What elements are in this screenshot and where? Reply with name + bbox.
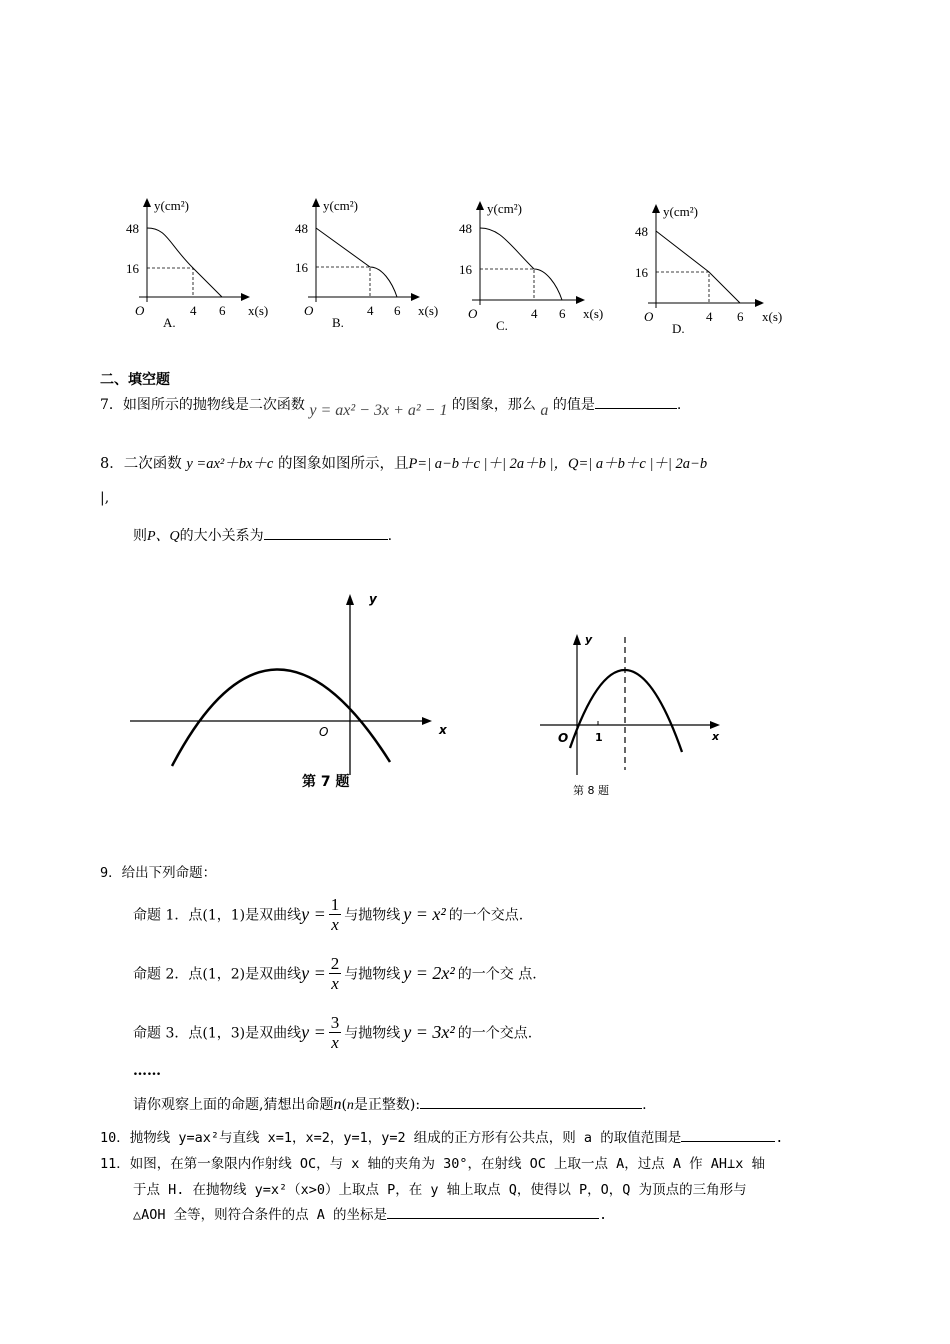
x-label: x xyxy=(712,730,720,743)
prop-text-mid: 与抛物线 xyxy=(344,907,401,924)
q7-var: a xyxy=(540,402,549,419)
origin-label: O xyxy=(558,731,569,745)
q8-period: . xyxy=(387,528,393,544)
prop-text: 命题 3．点(1，3)是双曲线 xyxy=(133,1025,302,1042)
prop-text-tail: 的一个交点. xyxy=(448,907,524,924)
x-tick-6: 6 xyxy=(737,309,744,324)
q9-ask xyxy=(133,1094,647,1114)
prop-hyperbola-lhs: y = xyxy=(301,904,326,924)
option-label: B. xyxy=(332,315,344,330)
ellipsis: …… xyxy=(133,1063,161,1079)
figure-7-caption: 第 7 题 xyxy=(302,774,350,790)
q8-pq: P、Q xyxy=(147,529,180,544)
y-axis-label: y(cm²) xyxy=(323,198,358,213)
y-tick-48: 48 xyxy=(295,221,308,236)
q8-text: 8．二次函数 xyxy=(100,456,182,472)
x-label: x xyxy=(439,723,447,737)
proposition-3 xyxy=(133,1013,532,1052)
x-tick-4: 4 xyxy=(367,303,374,318)
q9-paren: ( xyxy=(341,1097,347,1113)
numerator: 3 xyxy=(330,1013,340,1032)
x-axis-label: x(s) xyxy=(762,309,783,324)
q9-n: n xyxy=(333,1096,342,1113)
y-tick-16: 16 xyxy=(459,262,472,277)
x-axis-label: x(s) xyxy=(248,303,269,318)
numerator: 2 xyxy=(330,954,340,973)
y-tick-16: 16 xyxy=(635,265,648,280)
q9-ask-text-c: 是正整数): xyxy=(353,1097,421,1113)
proposition-1 xyxy=(133,895,523,934)
option-label: C. xyxy=(496,318,508,333)
tick-label: 1 xyxy=(595,731,603,744)
fraction xyxy=(329,895,342,934)
question-10 xyxy=(100,1126,783,1146)
fraction xyxy=(329,954,342,993)
q8-formula: y =ax²＋bx＋c xyxy=(186,456,274,472)
q8-text-b: 的图象如图所示，且 xyxy=(277,456,409,472)
x-axis-label: x(s) xyxy=(583,306,604,321)
q11-answer-blank[interactable] xyxy=(387,1204,599,1219)
prop-parabola: y = 2x² xyxy=(403,963,455,983)
y-label: y xyxy=(369,592,377,606)
q9-answer-blank[interactable] xyxy=(420,1094,642,1109)
prop-hyperbola-lhs: y = xyxy=(301,963,326,983)
x-tick-4: 4 xyxy=(190,303,197,318)
prop-text: 命题 2．点(1，2)是双曲线 xyxy=(133,966,302,983)
question-11-line-3 xyxy=(133,1203,607,1223)
x-tick-6: 6 xyxy=(219,303,226,318)
q8-text-c: 则 xyxy=(133,528,147,544)
x-tick-6: 6 xyxy=(394,303,401,318)
fraction xyxy=(329,1013,342,1052)
x-axis-label: x(s) xyxy=(418,303,439,318)
y-axis-arrow xyxy=(573,634,581,645)
q10-answer-blank[interactable] xyxy=(681,1127,775,1142)
numerator: 1 xyxy=(330,895,340,914)
question-11-line-2: 于点 H. 在抛物线 y=x²（x>0）上取点 P，在 y 轴上取点 Q，使得以 P，O，Q 为顶点的三角形与 xyxy=(133,1182,747,1198)
y-label: y xyxy=(585,633,593,646)
q8-continuation: |, xyxy=(100,490,110,506)
y-tick-48: 48 xyxy=(126,221,139,236)
denominator: x xyxy=(331,974,339,993)
prop-text-mid: 与抛物线 xyxy=(344,966,401,983)
q10-period: . xyxy=(775,1130,784,1146)
denominator: x xyxy=(331,1033,339,1052)
question-9: 9．给出下列命题： xyxy=(100,865,217,881)
q10-text: 10．抛物线 y=ax²与直线 x=1，x=2，y=1，y=2 组成的正方形有公共点，则 a 的取值范围是 xyxy=(100,1130,682,1146)
x-tick-6: 6 xyxy=(559,306,566,321)
origin-label: O xyxy=(468,306,478,321)
y-axis-label: y(cm²) xyxy=(487,201,522,216)
prop-parabola: y = x² xyxy=(403,904,446,924)
y-axis-label: y(cm²) xyxy=(663,204,698,219)
q7-text-mid: 的图象，那么 xyxy=(451,397,536,413)
y-tick-48: 48 xyxy=(459,221,472,236)
prop-parabola: y = 3x² xyxy=(403,1022,455,1042)
prop-text-tail: 的一个交点. xyxy=(457,1025,533,1042)
q7-formula: y = ax² − 3x + a² − 1 xyxy=(309,402,448,419)
q8-p-expr: P=| a−b＋c |＋| 2a＋b |， xyxy=(408,456,569,472)
q7-period: . xyxy=(676,397,682,413)
option-label: D. xyxy=(672,321,685,336)
prop-text: 命题 1．点(1，1)是双曲线 xyxy=(133,907,302,924)
question-11-line-1: 11．如图，在第一象限内作射线 OC，与 x 轴的夹角为 30°，在射线 OC 上取一点 A，过点 A 作 AH⊥x 轴 xyxy=(100,1156,765,1172)
denominator: x xyxy=(331,915,339,934)
q11-period: . xyxy=(599,1207,608,1223)
x-tick-4: 4 xyxy=(531,306,538,321)
q8-text-d: 的大小关系为 xyxy=(179,528,264,544)
q9-period: . xyxy=(642,1097,647,1113)
q7-text-suffix: 的值是 xyxy=(552,397,595,413)
origin-label: O xyxy=(644,309,654,324)
x-axis-arrow xyxy=(710,721,720,729)
option-label: A. xyxy=(163,315,176,330)
y-tick-16: 16 xyxy=(126,261,139,276)
section-title: 二、填空题 xyxy=(100,372,170,388)
q7-text: 7．如图所示的抛物线是二次函数 xyxy=(100,397,305,413)
prop-text-mid: 与抛物线 xyxy=(344,1025,401,1042)
origin-label: O xyxy=(319,725,329,739)
origin-label: O xyxy=(304,303,314,318)
q9-ask-text: 请你观察上面的命题,猜想出命题 xyxy=(133,1097,334,1113)
figure-8-caption: 第 8 题 xyxy=(573,784,609,797)
y-axis-label: y(cm²) xyxy=(154,198,189,213)
q8-q-expr: Q=| a＋b＋c |＋| 2a−b xyxy=(568,456,708,472)
prop-hyperbola-lhs: y = xyxy=(301,1022,326,1042)
origin-label: O xyxy=(135,303,145,318)
x-tick-4: 4 xyxy=(706,309,713,324)
proposition-2 xyxy=(133,954,537,993)
prop-text-tail: 的一个交 点. xyxy=(457,966,537,983)
y-tick-48: 48 xyxy=(635,224,648,239)
y-tick-16: 16 xyxy=(295,260,308,275)
q11-text: △AOH 全等，则符合条件的点 A 的坐标是 xyxy=(133,1207,388,1223)
parabola xyxy=(570,670,682,752)
q9-n2: n xyxy=(346,1098,354,1113)
